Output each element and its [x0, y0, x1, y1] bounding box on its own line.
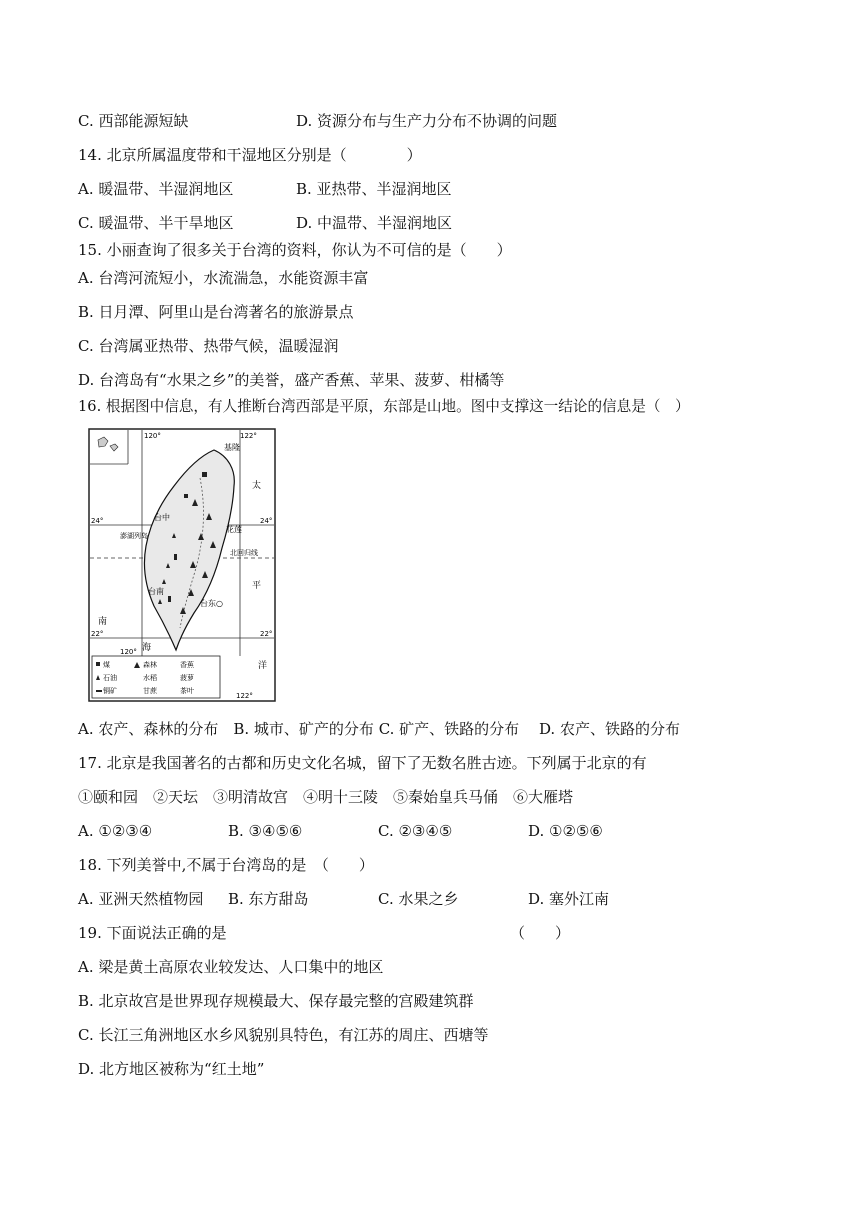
svg-text:煤: 煤	[103, 661, 110, 669]
q19-option-b: B. 北京故宫是世界现存规模最大、保存最完整的宫殿建筑群	[78, 992, 474, 1010]
q18-option-d: D. 塞外江南	[528, 890, 610, 908]
svg-text:120°: 120°	[144, 432, 161, 440]
q13-option-c: C. 西部能源短缺	[78, 112, 189, 130]
svg-text:花莲: 花莲	[226, 525, 242, 534]
q18-option-c: C. 水果之乡	[378, 890, 459, 908]
svg-text:台中: 台中	[154, 513, 170, 522]
svg-text:基隆: 基隆	[224, 443, 240, 452]
svg-text:台南: 台南	[148, 587, 164, 596]
q15-option-a: A. 台湾河流短小，水流湍急，水能资源丰富	[78, 269, 369, 287]
q17-option-a: A. ①②③④	[78, 822, 153, 840]
svg-text:24°: 24°	[91, 517, 104, 525]
q15-option-b: B. 日月潭、阿里山是台湾著名的旅游景点	[78, 303, 354, 321]
q19-stem: 19. 下面说法正确的是	[78, 924, 227, 942]
svg-text:22°: 22°	[260, 630, 273, 638]
svg-text:台东○: 台东○	[200, 599, 223, 608]
q19-option-d: D. 北方地区被称为“红土地”	[78, 1060, 265, 1078]
svg-text:菠萝: 菠萝	[180, 674, 194, 682]
svg-text:22°: 22°	[91, 630, 104, 638]
svg-text:森林: 森林	[143, 661, 157, 669]
svg-text:122°: 122°	[240, 432, 257, 440]
q17-option-d: D. ①②⑤⑥	[528, 822, 603, 840]
q18-stem: 18. 下列美誉中,不属于台湾岛的是 （ ）	[78, 856, 374, 874]
taiwan-map	[88, 428, 276, 702]
svg-text:120°: 120°	[120, 648, 137, 656]
svg-text:香蕉: 香蕉	[180, 661, 194, 669]
q16-stem: 16. 根据图中信息，有人推断台湾西部是平原，东部是山地。图中支撑这一结论的信息是（ ）	[78, 398, 690, 415]
q14-option-d: D. 中温带、半湿润地区	[296, 214, 453, 232]
svg-text:甘蔗: 甘蔗	[143, 687, 157, 695]
svg-text:石油: 石油	[103, 674, 117, 682]
q14-option-a: A. 暖温带、半湿润地区	[78, 180, 234, 198]
q19-answer-paren: （ ）	[510, 924, 571, 942]
svg-text:海: 海	[142, 643, 152, 653]
svg-text:水稻: 水稻	[143, 674, 157, 682]
q19-option-c: C. 长江三角洲地区水乡风貌别具特色，有江苏的周庄、西塘等	[78, 1026, 489, 1044]
q15-option-c: C. 台湾属亚热带、热带气候，温暖湿润	[78, 337, 339, 355]
svg-text:24°: 24°	[260, 517, 273, 525]
taiwan-map-figure	[88, 428, 276, 702]
q17-option-b: B. ③④⑤⑥	[228, 822, 303, 840]
q15-option-d: D. 台湾岛有“水果之乡”的美誉，盛产香蕉、苹果、菠萝、柑橘等	[78, 371, 505, 389]
svg-text:南: 南	[98, 617, 108, 627]
q18-option-b: B. 东方甜岛	[228, 890, 309, 908]
q15-stem: 15. 小丽查询了很多关于台湾的资料，你认为不可信的是（ ）	[78, 241, 512, 259]
svg-text:太: 太	[252, 481, 262, 491]
q18-option-a: A. 亚洲天然植物园	[78, 890, 204, 908]
q14-option-c: C. 暖温带、半干旱地区	[78, 214, 234, 232]
svg-text:平: 平	[252, 581, 262, 591]
q14-stem: 14. 北京所属温度带和干湿地区分别是（ ）	[78, 146, 422, 164]
q16-options: A. 农产、森林的分布 B. 城市、矿产的分布 C. 矿产、铁路的分布 D. 农产、铁路的分布	[78, 720, 680, 738]
q19-option-a: A. 梁是黄土高原农业较发达、人口集中的地区	[78, 958, 384, 976]
svg-text:澎湖列岛: 澎湖列岛	[120, 532, 148, 540]
q17-stem: 17. 北京是我国著名的古都和历史文化名城，留下了无数名胜古迹。下列属于北京的有	[78, 754, 647, 772]
svg-text:122°: 122°	[236, 692, 253, 700]
q17-items: ①颐和园 ②天坛 ③明清故宫 ④明十三陵 ⑤秦始皇兵马俑 ⑥大雁塔	[78, 788, 574, 806]
q13-option-d: D. 资源分布与生产力分布不协调的问题	[296, 112, 558, 130]
svg-text:北回归线: 北回归线	[230, 549, 258, 557]
svg-text:茶叶: 茶叶	[180, 687, 194, 695]
svg-text:洋: 洋	[258, 661, 268, 671]
q14-option-b: B. 亚热带、半湿润地区	[296, 180, 452, 198]
q17-option-c: C. ②③④⑤	[378, 822, 453, 840]
svg-text:铜矿: 铜矿	[103, 687, 117, 695]
